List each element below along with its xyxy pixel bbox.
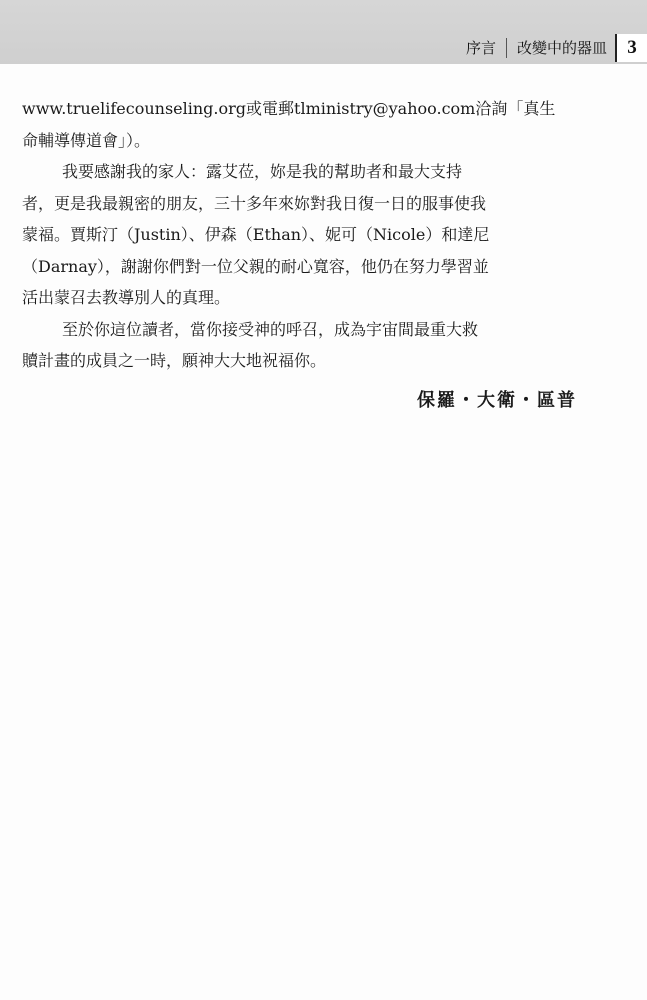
section-title: 序言 [466,38,507,58]
running-head [466,34,647,62]
body-text [22,93,612,377]
page-number: 3 [615,34,647,62]
paragraph-start-line: 我要感謝我的家人：露艾莅，妳是我的幫助者和最大支持 [62,162,463,181]
text-line: 活出蒙召去教導別人的真理。 [22,288,231,307]
paragraph-start-line: 至於你這位讀者，當你接受神的呼召，成為宇宙間最重大救 [62,319,479,339]
author-signature: 保羅・大衛・區普 [417,390,577,411]
text-line: 贖計畫的成員之一時，願神大大地祝福你。 [22,351,327,370]
text-line: www.truelifecounseling.org或電郵tlministry@yahoo.com洽詢「真生 [22,99,556,118]
running-header [0,0,647,64]
chapter-title: 改變中的器皿 [516,39,607,57]
text-line: 命輔導傳道會」）。 [22,130,151,150]
text-line: 者，更是我最親密的朋友，三十多年來妳對我日復一日的服事使我 [22,193,487,213]
text-line: 蒙福。賈斯汀（Justin）、伊森（Ethan）、妮可（Nicole）和達尼 [22,225,490,244]
text-line: （Darnay），謝謝你們對一位父親的耐心寬容，他仍在努力學習並 [22,256,489,276]
